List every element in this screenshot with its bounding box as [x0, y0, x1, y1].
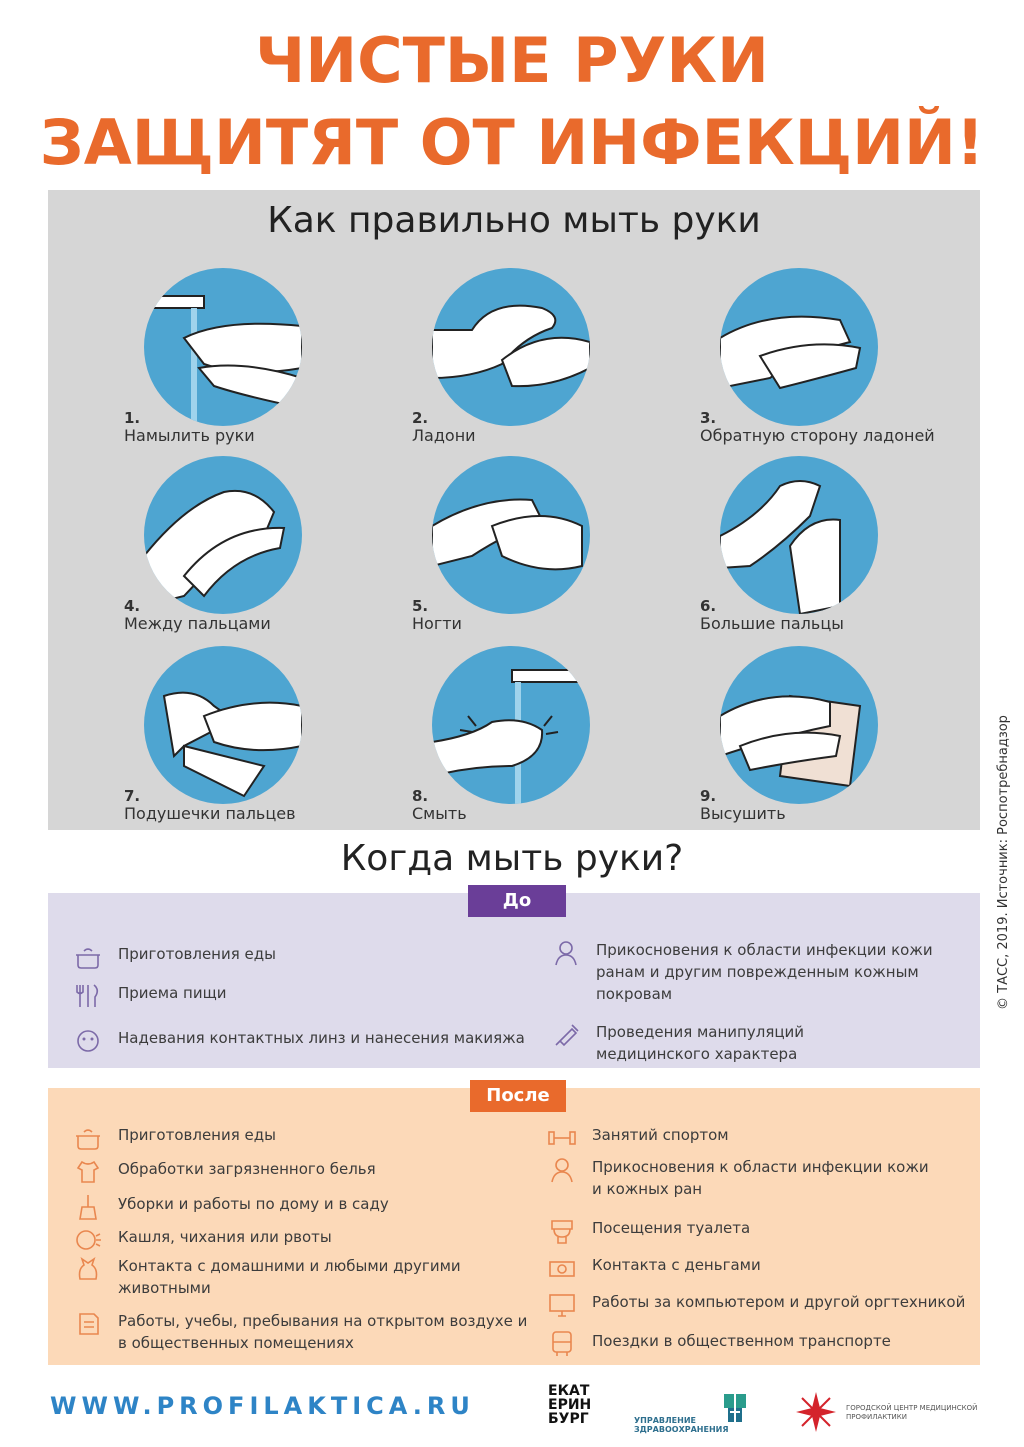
prevention-center-logo: ГОРОДСКОЙ ЦЕНТР МЕДИЦИНСКОЙ ПРОФИЛАКТИКИ [794, 1390, 994, 1434]
step-number: 7. [124, 787, 141, 805]
step-number: 2. [412, 409, 429, 427]
wound-icon [552, 939, 580, 967]
thumbs-icon [720, 456, 878, 614]
palms-icon [432, 268, 590, 426]
after-panel: После Приготовления еды Обработки загрязненного белья Уборки и работы по дому и в саду Кашля, чихания или рвоты Контакта с домашними и любыми другими животными Работы, учебы, пребывания на открытом воздухе и в общественных помещениях Занятий спортом Прикосновения к области инфекции кожи и кожных ран Посещения туалета Контакта с деньгами Работы за компьютером и другой оргтехникой Поездки в общественном транспорте [48, 1088, 980, 1365]
health-department-logo: УПРАВЛЕНИЕ ЗДРАВООХРАНЕНИЯ [630, 1390, 762, 1434]
step-number: 8. [412, 787, 429, 805]
step-2 [412, 268, 672, 453]
howto-heading: Как правильно мыть руки [267, 200, 761, 241]
nails-icon [432, 456, 590, 614]
step-number: 9. [700, 787, 717, 805]
fingertips-icon [144, 646, 302, 804]
step-4 [124, 456, 384, 641]
step-number: 5. [412, 597, 429, 615]
when-heading: Когда мыть руки? [340, 838, 684, 879]
before-panel: До Приготовления еды Приема пищи Надевания контактных линз и нанесения макияжа Прикосновения к области инфекции кожи ранам и другим поврежденным кожным покровам Проведения манипуляций медицинского характера [48, 893, 980, 1068]
rinse-icon [432, 646, 590, 804]
after-tag: После [470, 1080, 566, 1112]
step-caption: Подушечки пальцев [124, 804, 296, 823]
step-number: 3. [700, 409, 717, 427]
money-icon [548, 1254, 576, 1282]
step-caption: Намылить руки [124, 426, 255, 445]
step-number: 4. [124, 597, 141, 615]
pot-icon [74, 1124, 102, 1152]
step-caption: Обратную сторону ладоней [700, 426, 935, 445]
cough-icon [74, 1226, 102, 1254]
poster-title-line-2: ЗАЩИТЯТ ОТ ИНФЕКЦИЙ! [39, 106, 985, 179]
step-8 [412, 646, 672, 831]
step-caption: Смыть [412, 804, 467, 823]
dumbbell-icon [548, 1124, 576, 1152]
step-9 [700, 646, 960, 831]
broom-icon [74, 1193, 102, 1221]
syringe-icon [552, 1021, 580, 1049]
step-caption: Ногти [412, 614, 462, 633]
poster-title-line-1: ЧИСТЫЕ РУКИ [255, 24, 769, 97]
step-caption: Ладони [412, 426, 476, 445]
step-1 [124, 268, 384, 453]
dry-hands-icon [720, 646, 878, 804]
toilet-icon [548, 1217, 576, 1245]
face-icon [74, 1027, 102, 1055]
step-caption: Высушить [700, 804, 786, 823]
pot-icon [74, 943, 102, 971]
step-6 [700, 456, 960, 641]
ekaterinburg-logo: ЕКАТ ЕРИН БУРГ [548, 1383, 592, 1427]
prevention-center-star-icon [794, 1390, 838, 1434]
lather-hands-icon [144, 268, 302, 426]
step-number: 1. [124, 409, 141, 427]
source-credit-text: © ТАСС, 2019. Источник: Роспотребнадзор [996, 715, 1011, 1010]
cutlery-icon [74, 982, 102, 1010]
pet-icon [74, 1255, 102, 1283]
step-number: 6. [700, 597, 717, 615]
before-tag: До [468, 885, 566, 917]
bus-icon [548, 1330, 576, 1358]
school-icon [74, 1310, 102, 1338]
between-fingers-icon [144, 456, 302, 614]
step-7 [124, 646, 384, 831]
step-caption: Большие пальцы [700, 614, 844, 633]
step-5 [412, 456, 672, 641]
step-caption: Между пальцами [124, 614, 271, 633]
step-3 [700, 268, 960, 453]
computer-icon [548, 1291, 576, 1319]
website-link[interactable]: WWW.PROFILAKTICA.RU [50, 1392, 475, 1420]
laundry-icon [74, 1158, 102, 1186]
wound-icon [548, 1156, 576, 1184]
back-of-hands-icon [720, 268, 878, 426]
